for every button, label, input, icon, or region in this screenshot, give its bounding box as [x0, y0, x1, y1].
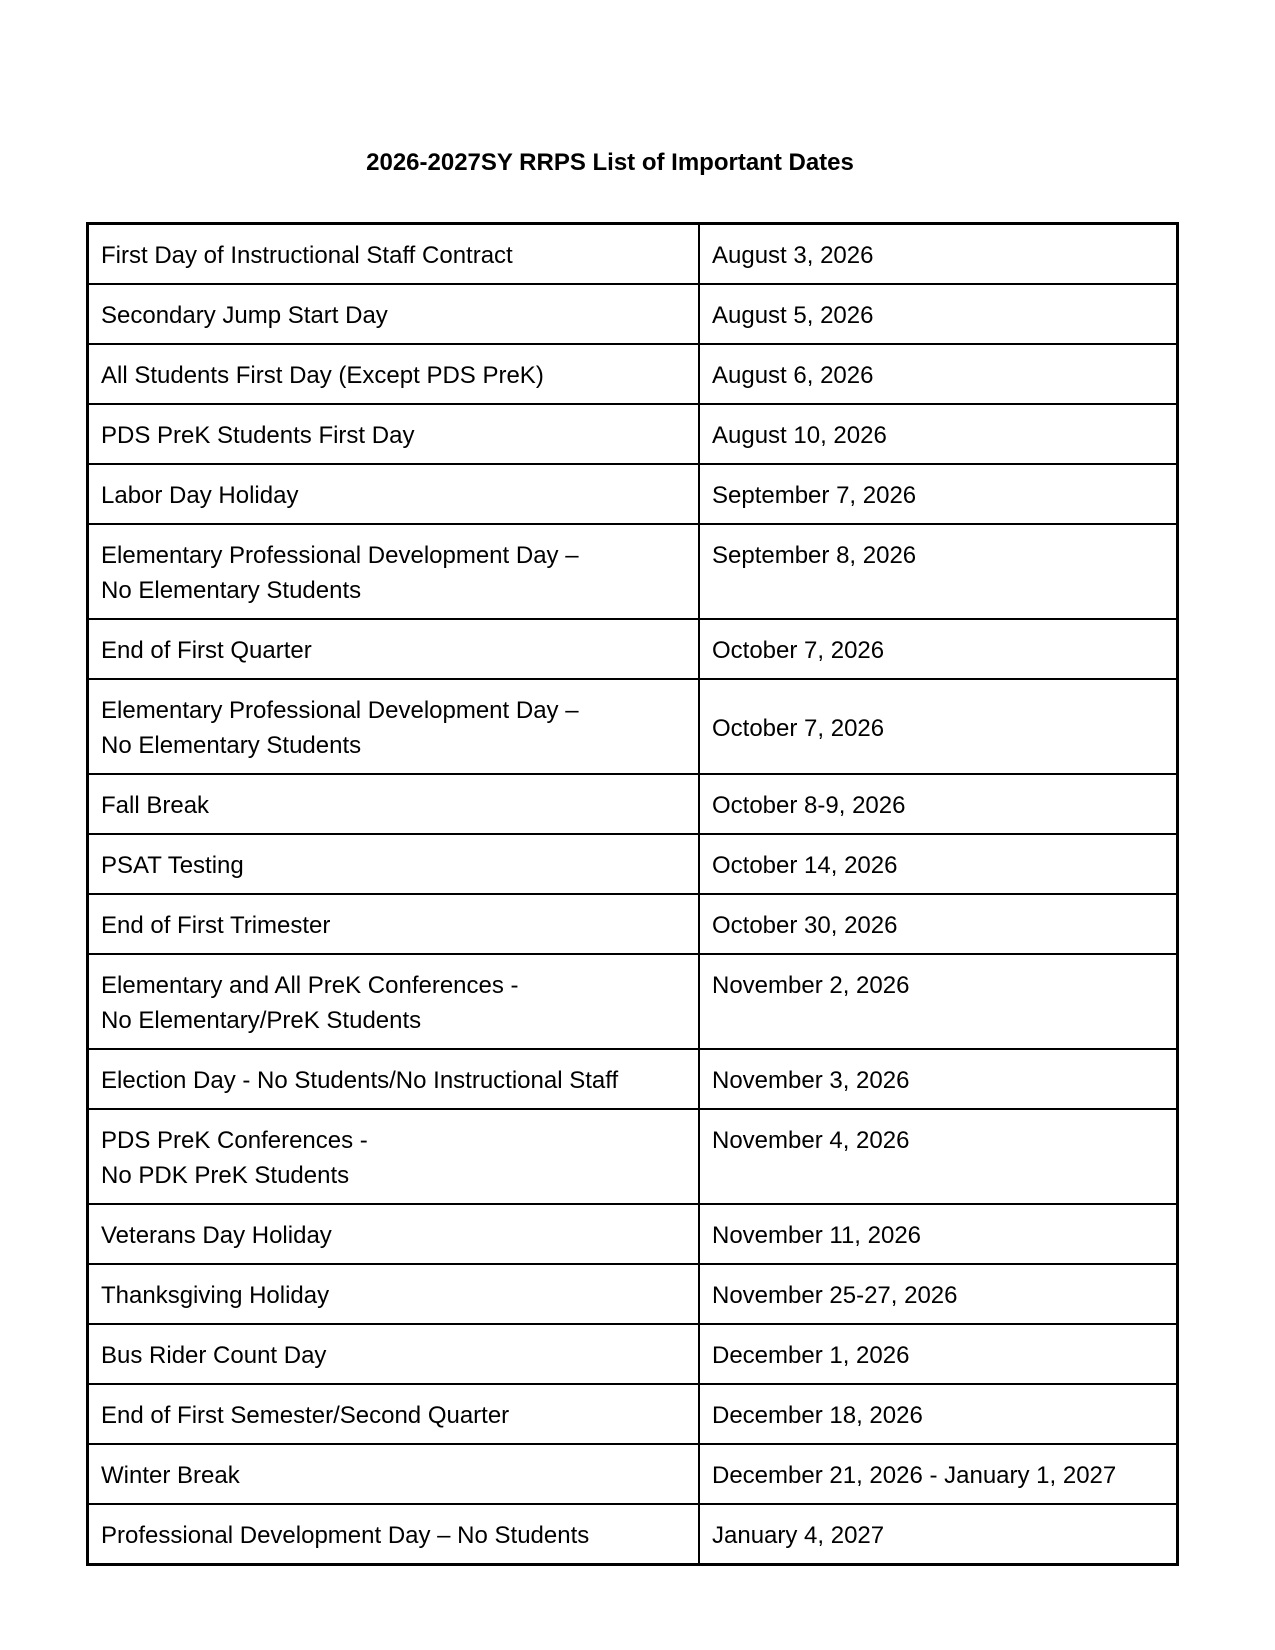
event-cell — [88, 679, 700, 774]
date-cell: October 14, 2026 — [699, 834, 1178, 894]
event-cell — [88, 1204, 700, 1264]
event-cell — [88, 894, 700, 954]
event-cell — [88, 1444, 700, 1504]
event-line: PDS PreK Students First Day — [101, 422, 415, 449]
table-row — [88, 1204, 1178, 1264]
event-cell — [88, 1049, 700, 1109]
table-row — [88, 464, 1178, 524]
date-cell: October 8-9, 2026 — [699, 774, 1178, 834]
date-cell: January 4, 2027 — [699, 1504, 1178, 1565]
event-line: End of First Semester/Second Quarter — [101, 1402, 510, 1429]
table-row — [88, 1384, 1178, 1444]
table-row — [88, 224, 1178, 285]
event-line: Elementary Professional Development Day – — [101, 697, 579, 724]
event-line: All Students First Day (Except PDS PreK) — [101, 362, 544, 389]
event-line: PSAT Testing — [101, 852, 244, 879]
table-row — [88, 1109, 1178, 1204]
date-cell: August 6, 2026 — [699, 344, 1178, 404]
page-title: 2026-2027SY RRPS List of Important Dates — [366, 149, 854, 176]
event-cell — [88, 464, 700, 524]
event-line: No Elementary Students — [101, 577, 362, 604]
event-line: Elementary and All PreK Conferences - — [101, 972, 519, 999]
table-row — [88, 404, 1178, 464]
table-row — [88, 1264, 1178, 1324]
event-line: Secondary Jump Start Day — [101, 302, 388, 329]
table-row — [88, 954, 1178, 1049]
event-line: Labor Day Holiday — [101, 482, 299, 509]
event-cell — [88, 1109, 700, 1204]
table-row — [88, 1324, 1178, 1384]
date-cell: December 1, 2026 — [699, 1324, 1178, 1384]
table-row — [88, 679, 1178, 774]
date-cell: November 25-27, 2026 — [699, 1264, 1178, 1324]
event-cell — [88, 1324, 700, 1384]
event-line: Fall Break — [101, 792, 210, 819]
event-line: Veterans Day Holiday — [101, 1222, 332, 1249]
table-row — [88, 774, 1178, 834]
event-line: Professional Development Day – No Students — [101, 1522, 590, 1549]
event-line: First Day of Instructional Staff Contract — [101, 242, 513, 269]
table-row — [88, 524, 1178, 619]
event-line: End of First Quarter — [101, 637, 312, 664]
date-cell: September 7, 2026 — [699, 464, 1178, 524]
date-cell: August 3, 2026 — [699, 224, 1178, 285]
event-cell — [88, 954, 700, 1049]
date-cell: August 5, 2026 — [699, 284, 1178, 344]
date-cell: November 11, 2026 — [699, 1204, 1178, 1264]
event-cell — [88, 1264, 700, 1324]
event-line: End of First Trimester — [101, 912, 331, 939]
event-cell — [88, 774, 700, 834]
table-row — [88, 619, 1178, 679]
date-cell: October 30, 2026 — [699, 894, 1178, 954]
event-cell — [88, 619, 700, 679]
table-row — [88, 894, 1178, 954]
table-row — [88, 344, 1178, 404]
date-cell: November 2, 2026 — [699, 954, 1178, 1049]
date-cell: November 3, 2026 — [699, 1049, 1178, 1109]
date-cell: December 21, 2026 - January 1, 2027 — [699, 1444, 1178, 1504]
event-line: Bus Rider Count Day — [101, 1342, 327, 1369]
event-cell — [88, 404, 700, 464]
event-cell — [88, 284, 700, 344]
table-row — [88, 1504, 1178, 1565]
table-row — [88, 1444, 1178, 1504]
event-line: PDS PreK Conferences - — [101, 1127, 368, 1154]
event-cell — [88, 344, 700, 404]
date-cell: December 18, 2026 — [699, 1384, 1178, 1444]
event-line: Election Day - No Students/No Instructional Staff — [101, 1067, 619, 1094]
event-line: Thanksgiving Holiday — [101, 1282, 330, 1309]
date-cell: September 8, 2026 — [699, 524, 1178, 619]
table-row — [88, 284, 1178, 344]
event-cell — [88, 1384, 700, 1444]
event-line: No Elementary/PreK Students — [101, 1007, 422, 1034]
date-cell: October 7, 2026 — [699, 619, 1178, 679]
date-cell: October 7, 2026 — [699, 679, 1178, 774]
event-cell — [88, 1504, 700, 1565]
event-cell — [88, 834, 700, 894]
table-row — [88, 1049, 1178, 1109]
date-cell: November 4, 2026 — [699, 1109, 1178, 1204]
event-line: Elementary Professional Development Day – — [101, 542, 579, 569]
date-cell: August 10, 2026 — [699, 404, 1178, 464]
important-dates-table — [86, 222, 1179, 1566]
event-line: No PDK PreK Students — [101, 1162, 350, 1189]
event-cell — [88, 224, 700, 285]
event-line: No Elementary Students — [101, 732, 362, 759]
event-line: Winter Break — [101, 1462, 240, 1489]
table-row — [88, 834, 1178, 894]
event-cell — [88, 524, 700, 619]
